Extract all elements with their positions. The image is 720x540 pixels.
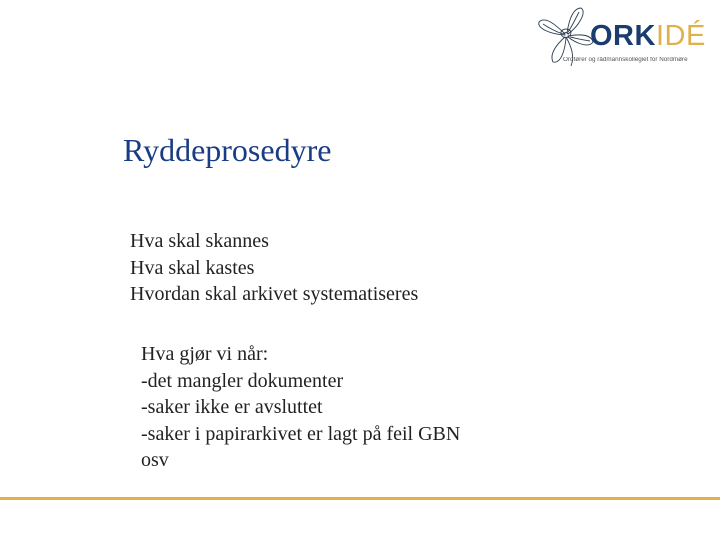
- footer-divider: [0, 497, 720, 500]
- question-item: Hva skal skannes: [130, 230, 269, 252]
- situation-item: -det mangler dokumenter: [141, 369, 344, 392]
- slide-title: Ryddeprosedyre: [123, 132, 332, 168]
- logo-wordmark-main: ORK: [590, 20, 656, 52]
- situation-item: osv: [141, 449, 169, 471]
- question-item: Hvordan skal arkivet systematiseres: [130, 283, 419, 305]
- logo-wordmark-accent: IDÉ: [655, 20, 706, 52]
- situation-item: -saker ikke er avsluttet: [141, 396, 323, 418]
- logo-tagline: Ordfører og rådmannskollegiet for Nordmøre: [563, 57, 688, 63]
- situation-heading: Hva gjør vi når:: [141, 343, 269, 365]
- logo-wordmark: [590, 22, 706, 51]
- question-item: Hva skal kastes: [130, 256, 255, 279]
- orkide-logo: [535, 4, 715, 72]
- situation-list: [141, 341, 460, 474]
- situation-item: -saker i papirarkivet er lagt på feil GBN: [141, 422, 461, 445]
- question-list: [130, 228, 418, 308]
